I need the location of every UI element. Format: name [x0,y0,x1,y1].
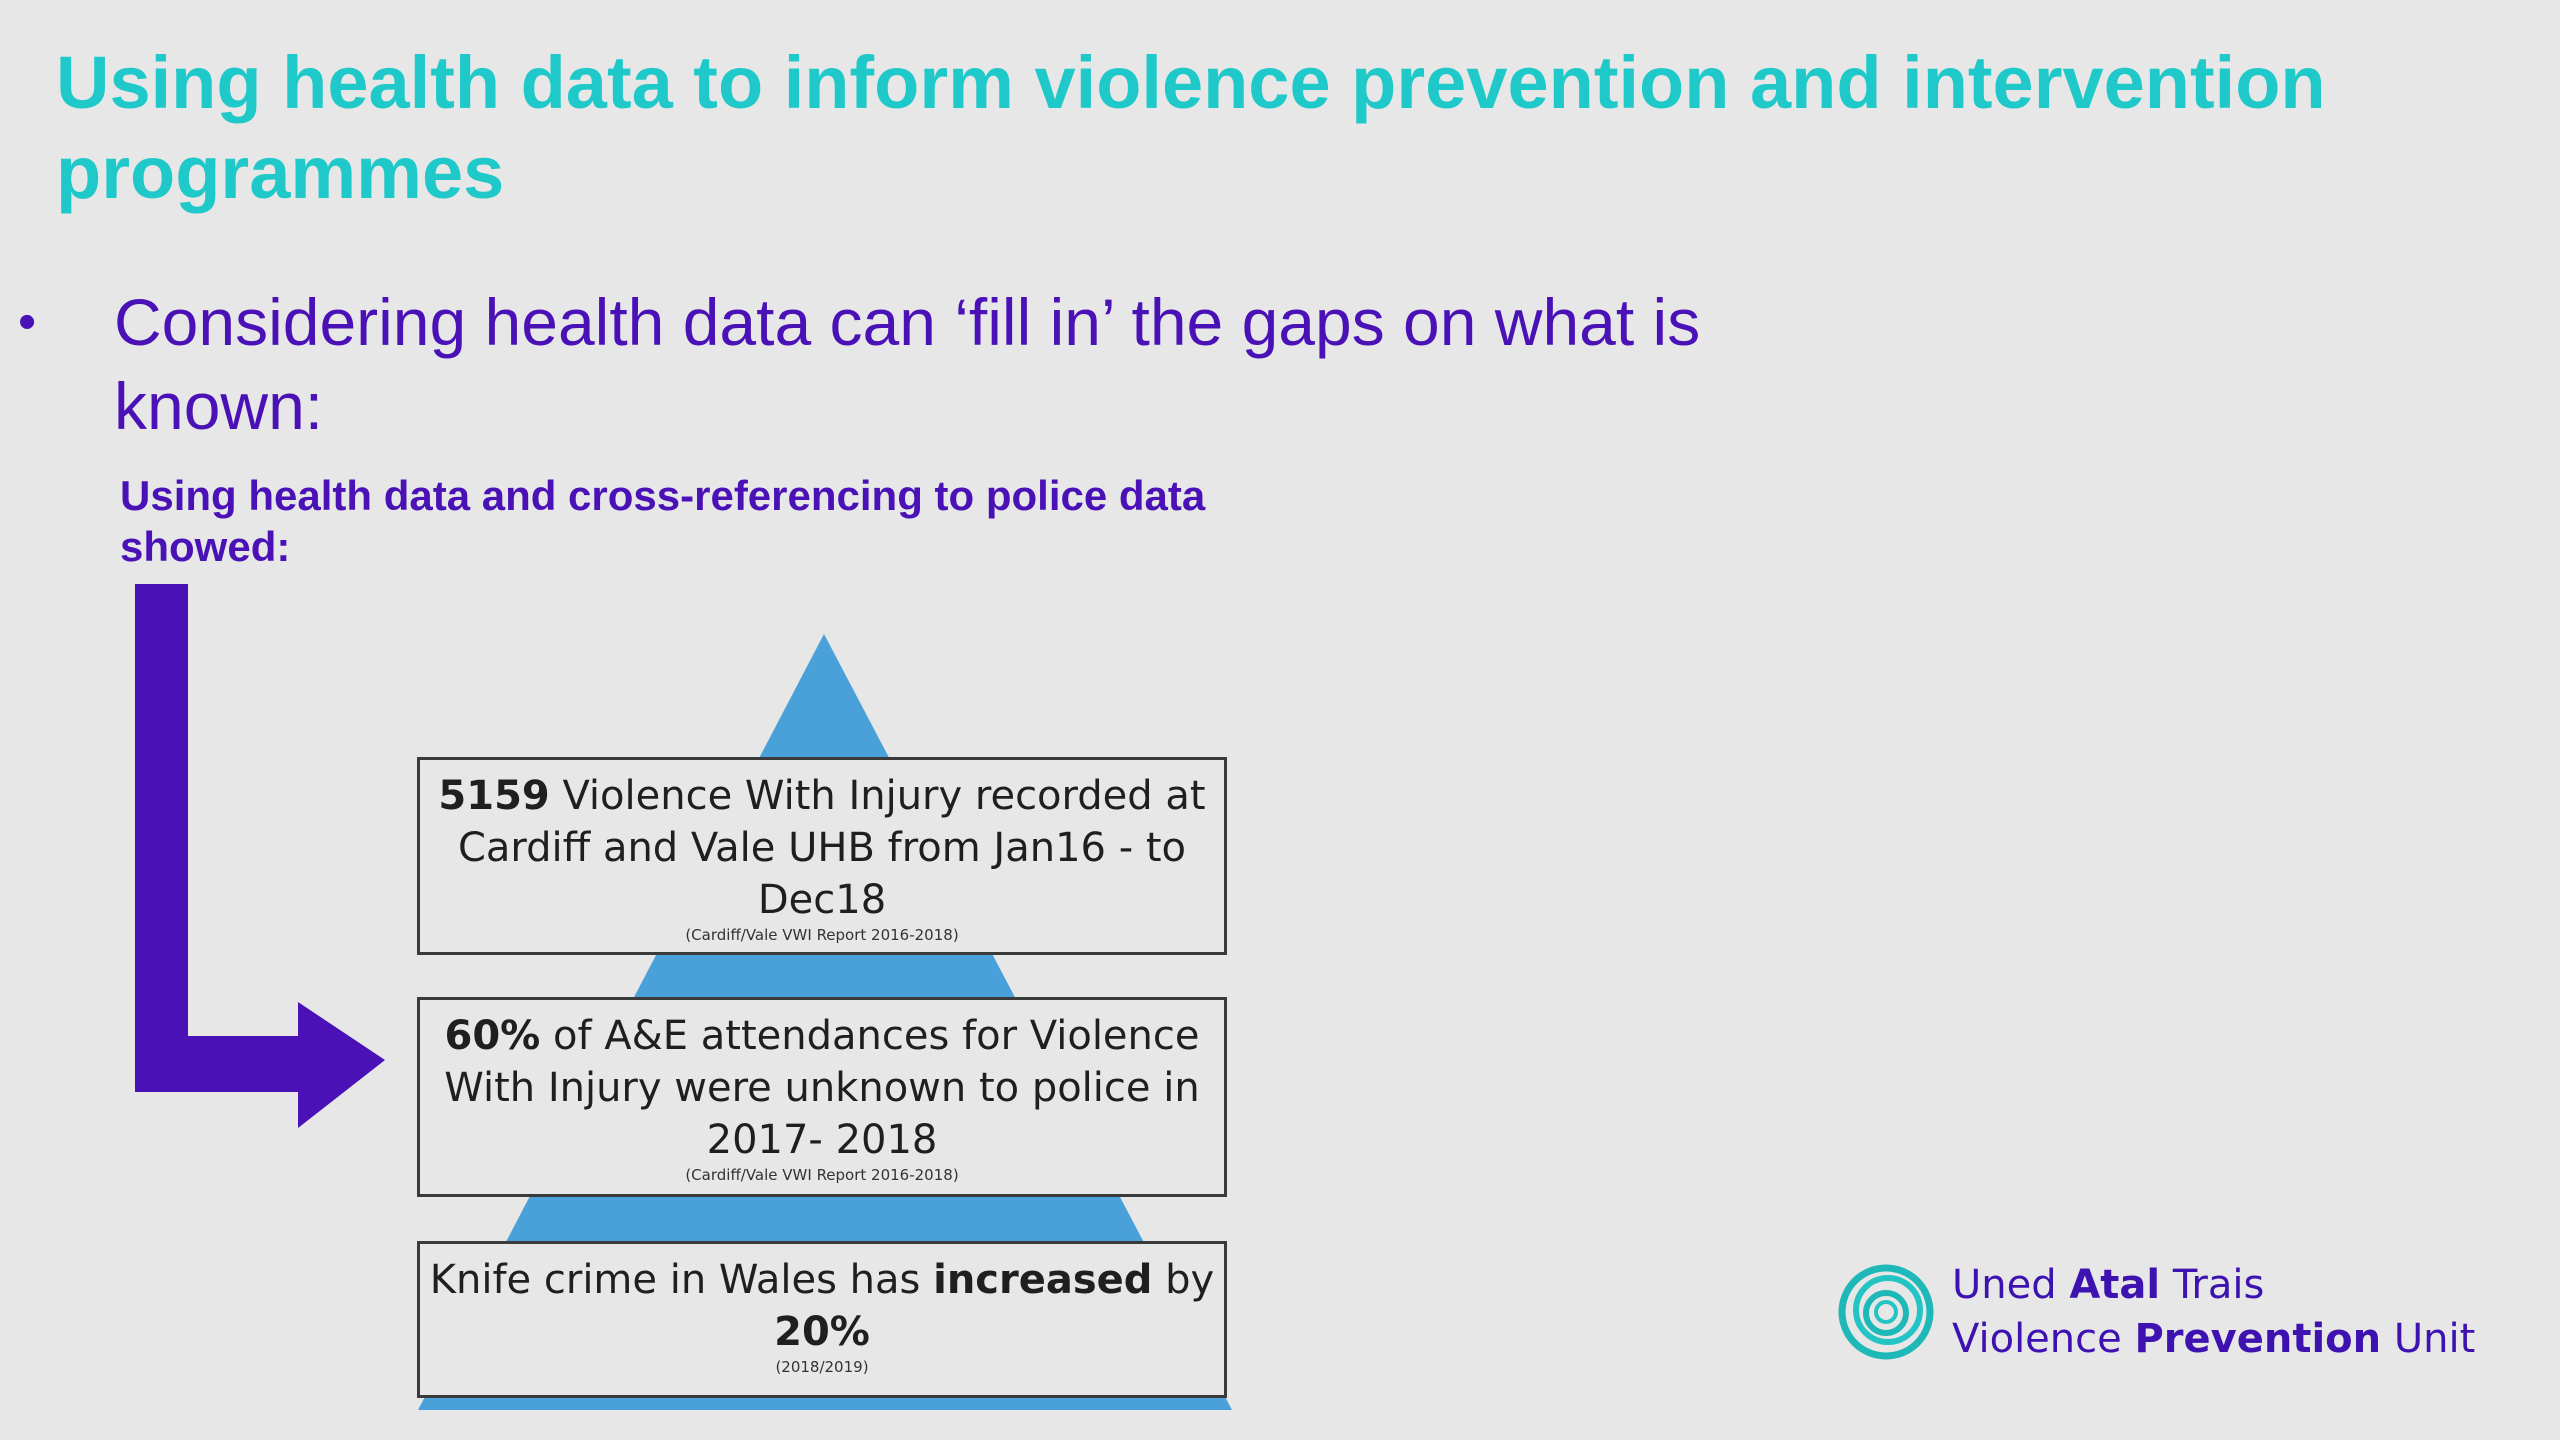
l-arrow-icon [130,580,390,1140]
bullet-text: Considering health data can ‘fill in’ the gaps on what is known: [114,285,1701,443]
organisation-logo-text [1952,1258,2512,1366]
logo-word-uned: Uned [1952,1262,2070,1308]
logo-word-prevention: Prevention [2134,1316,2382,1362]
logo-word-violence: Violence [1952,1316,2135,1362]
box1-text: Violence With Injury recorded at Cardiff and Vale UHB from Jan16 - to Dec18 [457,773,1206,923]
box2-source: (Cardiff/Vale VWI Report 2016-2018) [685,1166,959,1184]
box3-text-after: by [1152,1257,1215,1303]
box3-bold-value: 20% [774,1309,870,1355]
logo-word-atal: Atal [2069,1262,2161,1308]
concentric-rings-icon [1836,1262,1936,1362]
logo-word-trais: Trais [2160,1262,2265,1308]
box3-text-before: Knife crime in Wales has [429,1257,934,1303]
box1-bold-value: 5159 [438,773,550,819]
box2-main-text [420,1010,1224,1166]
logo-line-english [1952,1312,2512,1366]
box1-main-text [420,770,1224,926]
box3-main-text [420,1254,1224,1358]
slide-title: Using health data to inform violence prevention and intervention programmes [56,41,2326,214]
pyramid-box-middle [417,997,1227,1197]
logo-word-unit: Unit [2381,1316,2476,1362]
box3-source: (2018/2019) [775,1358,869,1376]
box3-bold-word: increased [933,1257,1153,1303]
logo-line-welsh [1952,1258,2512,1312]
l-arrow-shape [135,584,385,1128]
pyramid-box-top [417,757,1227,955]
bullet-dot: • [18,293,37,351]
pyramid-box-bottom [417,1241,1227,1398]
box1-source: (Cardiff/Vale VWI Report 2016-2018) [685,926,959,944]
subheading: Using health data and cross-referencing to police data showed: [120,472,1206,570]
box2-text: of A&E attendances for Violence With Injury were unknown to police in 2017- 2018 [444,1013,1200,1163]
box2-bold-value: 60% [444,1013,541,1059]
